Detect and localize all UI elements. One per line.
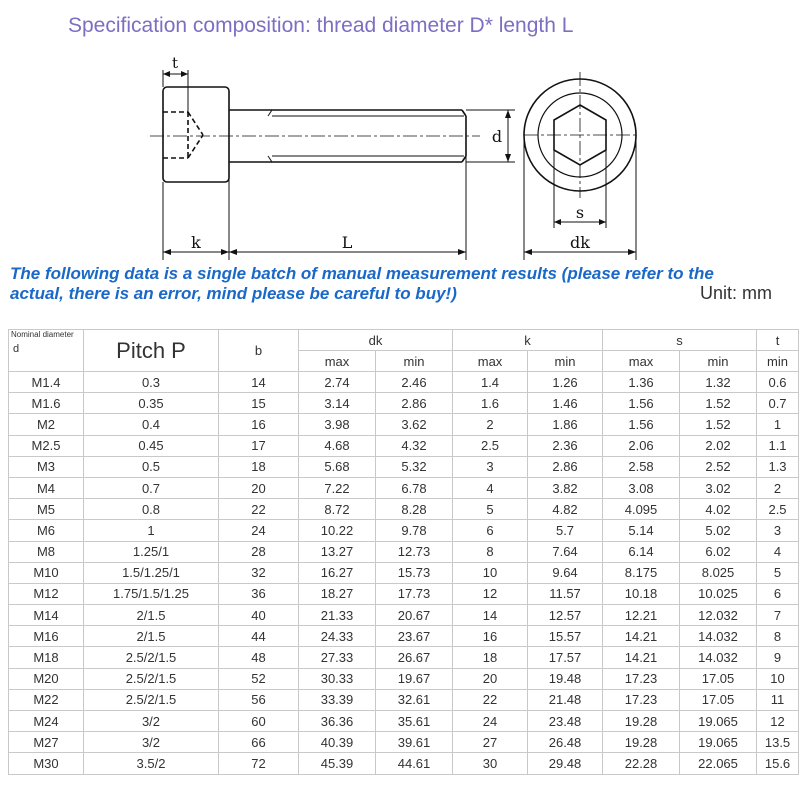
cell-b: 32 bbox=[219, 562, 299, 583]
cell-b: 36 bbox=[219, 583, 299, 604]
cell-t-min: 1.3 bbox=[757, 456, 799, 477]
cell-dk-max: 3.98 bbox=[299, 414, 376, 435]
cell-s-min: 8.025 bbox=[680, 562, 757, 583]
cell-t-min: 7 bbox=[757, 605, 799, 626]
table-row bbox=[9, 456, 799, 477]
cell-d: M16 bbox=[9, 626, 84, 647]
cell-b: 24 bbox=[219, 520, 299, 541]
cell-pitch: 3/2 bbox=[84, 711, 219, 732]
label-s: s bbox=[575, 203, 585, 222]
cell-b: 22 bbox=[219, 499, 299, 520]
cell-b: 60 bbox=[219, 711, 299, 732]
cell-k-max: 2 bbox=[453, 414, 528, 435]
cell-dk-min: 20.67 bbox=[376, 605, 453, 626]
cell-pitch: 0.45 bbox=[84, 435, 219, 456]
cell-d: M3 bbox=[9, 456, 84, 477]
cell-b: 16 bbox=[219, 414, 299, 435]
header-nominal-diameter bbox=[9, 330, 84, 372]
cell-dk-min: 9.78 bbox=[376, 520, 453, 541]
header-nominal-small: Nominal diameter bbox=[11, 330, 74, 339]
cell-b: 18 bbox=[219, 456, 299, 477]
cell-pitch: 0.5 bbox=[84, 456, 219, 477]
cell-k-min: 11.57 bbox=[528, 583, 603, 604]
spec-table-container bbox=[8, 329, 798, 775]
cell-s-max: 1.36 bbox=[603, 372, 680, 393]
cell-pitch: 2.5/2/1.5 bbox=[84, 647, 219, 668]
header-b: b bbox=[219, 330, 299, 372]
cell-pitch: 1.25/1 bbox=[84, 541, 219, 562]
cell-s-min: 12.032 bbox=[680, 605, 757, 626]
header-s-max: max bbox=[603, 351, 680, 372]
cell-pitch: 0.3 bbox=[84, 372, 219, 393]
header-k: k bbox=[453, 330, 603, 351]
header-s-min: min bbox=[680, 351, 757, 372]
cell-dk-min: 15.73 bbox=[376, 562, 453, 583]
page-title: Specification composition: thread diameter D* length L bbox=[68, 14, 574, 37]
table-row bbox=[9, 626, 799, 647]
cell-d: M1.4 bbox=[9, 372, 84, 393]
table-row bbox=[9, 541, 799, 562]
cell-dk-min: 35.61 bbox=[376, 711, 453, 732]
cell-s-min: 1.52 bbox=[680, 393, 757, 414]
cell-pitch: 0.4 bbox=[84, 414, 219, 435]
cell-dk-max: 18.27 bbox=[299, 583, 376, 604]
cell-pitch: 2/1.5 bbox=[84, 605, 219, 626]
cell-dk-min: 12.73 bbox=[376, 541, 453, 562]
cell-k-min: 1.26 bbox=[528, 372, 603, 393]
table-row bbox=[9, 647, 799, 668]
cell-d: M22 bbox=[9, 689, 84, 710]
cell-b: 44 bbox=[219, 626, 299, 647]
table-row bbox=[9, 393, 799, 414]
cell-d: M27 bbox=[9, 732, 84, 753]
cell-d: M18 bbox=[9, 647, 84, 668]
cell-k-min: 5.7 bbox=[528, 520, 603, 541]
cell-d: M12 bbox=[9, 583, 84, 604]
table-row bbox=[9, 520, 799, 541]
header-k-min: min bbox=[528, 351, 603, 372]
cell-dk-max: 21.33 bbox=[299, 605, 376, 626]
cell-k-min: 29.48 bbox=[528, 753, 603, 774]
cell-k-max: 1.4 bbox=[453, 372, 528, 393]
cell-t-min: 13.5 bbox=[757, 732, 799, 753]
table-row bbox=[9, 499, 799, 520]
cell-pitch: 0.7 bbox=[84, 477, 219, 498]
cell-dk-max: 5.68 bbox=[299, 456, 376, 477]
cell-pitch: 2/1.5 bbox=[84, 626, 219, 647]
cell-k-min: 2.86 bbox=[528, 456, 603, 477]
cell-dk-min: 6.78 bbox=[376, 477, 453, 498]
header-dk: dk bbox=[299, 330, 453, 351]
header-dk-max: max bbox=[299, 351, 376, 372]
cell-t-min: 0.6 bbox=[757, 372, 799, 393]
cell-dk-max: 16.27 bbox=[299, 562, 376, 583]
cell-b: 28 bbox=[219, 541, 299, 562]
cell-k-min: 12.57 bbox=[528, 605, 603, 626]
cell-pitch: 2.5/2/1.5 bbox=[84, 689, 219, 710]
cell-dk-max: 10.22 bbox=[299, 520, 376, 541]
cell-s-min: 19.065 bbox=[680, 711, 757, 732]
cell-pitch: 3.5/2 bbox=[84, 753, 219, 774]
cell-s-max: 19.28 bbox=[603, 732, 680, 753]
cell-k-max: 24 bbox=[453, 711, 528, 732]
cell-s-max: 1.56 bbox=[603, 393, 680, 414]
dimension-lines bbox=[163, 70, 515, 260]
cell-dk-max: 3.14 bbox=[299, 393, 376, 414]
cell-s-min: 19.065 bbox=[680, 732, 757, 753]
cell-pitch: 1.75/1.5/1.25 bbox=[84, 583, 219, 604]
cell-dk-min: 32.61 bbox=[376, 689, 453, 710]
cell-k-max: 22 bbox=[453, 689, 528, 710]
header-nominal-d: d bbox=[13, 343, 20, 355]
cell-s-min: 17.05 bbox=[680, 668, 757, 689]
cell-k-min: 19.48 bbox=[528, 668, 603, 689]
cell-k-max: 20 bbox=[453, 668, 528, 689]
screw-end-view bbox=[524, 72, 636, 198]
cell-k-min: 15.57 bbox=[528, 626, 603, 647]
cell-pitch: 1 bbox=[84, 520, 219, 541]
cell-b: 40 bbox=[219, 605, 299, 626]
cell-dk-max: 45.39 bbox=[299, 753, 376, 774]
table-row bbox=[9, 689, 799, 710]
cell-s-max: 4.095 bbox=[603, 499, 680, 520]
cell-s-max: 10.18 bbox=[603, 583, 680, 604]
cell-k-min: 23.48 bbox=[528, 711, 603, 732]
cell-s-min: 6.02 bbox=[680, 541, 757, 562]
cell-dk-min: 23.67 bbox=[376, 626, 453, 647]
cell-s-min: 1.52 bbox=[680, 414, 757, 435]
cell-b: 48 bbox=[219, 647, 299, 668]
cell-t-min: 2.5 bbox=[757, 499, 799, 520]
cell-s-max: 1.56 bbox=[603, 414, 680, 435]
cell-t-min: 1.1 bbox=[757, 435, 799, 456]
cell-b: 52 bbox=[219, 668, 299, 689]
cell-b: 56 bbox=[219, 689, 299, 710]
table-body bbox=[9, 372, 799, 775]
table-row bbox=[9, 668, 799, 689]
cell-k-min: 21.48 bbox=[528, 689, 603, 710]
label-d: d bbox=[491, 127, 503, 146]
cell-dk-min: 3.62 bbox=[376, 414, 453, 435]
cell-t-min: 15.6 bbox=[757, 753, 799, 774]
cell-s-min: 1.32 bbox=[680, 372, 757, 393]
cell-dk-min: 17.73 bbox=[376, 583, 453, 604]
table-row bbox=[9, 605, 799, 626]
cell-k-min: 1.86 bbox=[528, 414, 603, 435]
cell-dk-max: 40.39 bbox=[299, 732, 376, 753]
dimension-arrows bbox=[163, 71, 511, 255]
cell-dk-min: 19.67 bbox=[376, 668, 453, 689]
cell-t-min: 2 bbox=[757, 477, 799, 498]
cell-s-max: 5.14 bbox=[603, 520, 680, 541]
cell-dk-max: 33.39 bbox=[299, 689, 376, 710]
cell-dk-min: 26.67 bbox=[376, 647, 453, 668]
cell-d: M1.6 bbox=[9, 393, 84, 414]
table-row bbox=[9, 435, 799, 456]
cell-t-min: 5 bbox=[757, 562, 799, 583]
cell-dk-min: 4.32 bbox=[376, 435, 453, 456]
cell-s-min: 14.032 bbox=[680, 647, 757, 668]
cell-k-max: 8 bbox=[453, 541, 528, 562]
cell-t-min: 3 bbox=[757, 520, 799, 541]
cell-dk-max: 4.68 bbox=[299, 435, 376, 456]
cell-k-max: 18 bbox=[453, 647, 528, 668]
cell-b: 72 bbox=[219, 753, 299, 774]
cell-t-min: 4 bbox=[757, 541, 799, 562]
cell-k-min: 9.64 bbox=[528, 562, 603, 583]
cell-s-max: 3.08 bbox=[603, 477, 680, 498]
cell-t-min: 0.7 bbox=[757, 393, 799, 414]
table-header bbox=[9, 330, 799, 372]
cell-s-min: 2.52 bbox=[680, 456, 757, 477]
cell-dk-max: 2.74 bbox=[299, 372, 376, 393]
cell-d: M30 bbox=[9, 753, 84, 774]
cell-dk-min: 2.86 bbox=[376, 393, 453, 414]
cell-d: M8 bbox=[9, 541, 84, 562]
cell-s-max: 14.21 bbox=[603, 647, 680, 668]
spec-table bbox=[8, 329, 799, 775]
cell-d: M2 bbox=[9, 414, 84, 435]
cell-dk-min: 39.61 bbox=[376, 732, 453, 753]
cell-b: 66 bbox=[219, 732, 299, 753]
header-t-min: min bbox=[757, 351, 799, 372]
cell-k-max: 10 bbox=[453, 562, 528, 583]
cell-pitch: 0.8 bbox=[84, 499, 219, 520]
table-row bbox=[9, 414, 799, 435]
cell-s-min: 14.032 bbox=[680, 626, 757, 647]
cell-k-max: 6 bbox=[453, 520, 528, 541]
cell-d: M20 bbox=[9, 668, 84, 689]
header-t: t bbox=[757, 330, 799, 351]
table-row bbox=[9, 753, 799, 774]
header-s: s bbox=[603, 330, 757, 351]
cell-k-min: 4.82 bbox=[528, 499, 603, 520]
cell-s-max: 2.58 bbox=[603, 456, 680, 477]
cell-s-min: 2.02 bbox=[680, 435, 757, 456]
cell-dk-min: 2.46 bbox=[376, 372, 453, 393]
table-row bbox=[9, 711, 799, 732]
cell-s-max: 2.06 bbox=[603, 435, 680, 456]
cell-k-min: 17.57 bbox=[528, 647, 603, 668]
cell-k-min: 26.48 bbox=[528, 732, 603, 753]
cell-t-min: 8 bbox=[757, 626, 799, 647]
table-row bbox=[9, 477, 799, 498]
cell-s-min: 3.02 bbox=[680, 477, 757, 498]
header-dk-min: min bbox=[376, 351, 453, 372]
header-pitch: Pitch P bbox=[84, 330, 219, 372]
cell-pitch: 3/2 bbox=[84, 732, 219, 753]
cell-b: 14 bbox=[219, 372, 299, 393]
cell-s-max: 12.21 bbox=[603, 605, 680, 626]
unit-label: Unit: mm bbox=[700, 283, 772, 303]
cell-s-min: 4.02 bbox=[680, 499, 757, 520]
table-row bbox=[9, 562, 799, 583]
cell-dk-min: 44.61 bbox=[376, 753, 453, 774]
label-dk: dk bbox=[570, 233, 590, 252]
cell-k-max: 14 bbox=[453, 605, 528, 626]
cell-pitch: 1.5/1.25/1 bbox=[84, 562, 219, 583]
cell-s-min: 10.025 bbox=[680, 583, 757, 604]
cell-pitch: 2.5/2/1.5 bbox=[84, 668, 219, 689]
cell-k-max: 16 bbox=[453, 626, 528, 647]
screw-technical-drawing bbox=[0, 50, 800, 265]
cell-dk-max: 24.33 bbox=[299, 626, 376, 647]
cell-k-max: 30 bbox=[453, 753, 528, 774]
cell-t-min: 10 bbox=[757, 668, 799, 689]
cell-s-max: 14.21 bbox=[603, 626, 680, 647]
header-k-max: max bbox=[453, 351, 528, 372]
cell-d: M5 bbox=[9, 499, 84, 520]
cell-k-max: 4 bbox=[453, 477, 528, 498]
table-row bbox=[9, 372, 799, 393]
cell-dk-max: 13.27 bbox=[299, 541, 376, 562]
cell-d: M2.5 bbox=[9, 435, 84, 456]
cell-dk-max: 30.33 bbox=[299, 668, 376, 689]
cell-k-min: 3.82 bbox=[528, 477, 603, 498]
cell-s-min: 22.065 bbox=[680, 753, 757, 774]
cell-k-max: 3 bbox=[453, 456, 528, 477]
cell-b: 20 bbox=[219, 477, 299, 498]
measurement-note: The following data is a single batch of manual measurement results (please refer to the actual, there is an error, mind please be careful to buy!) bbox=[10, 264, 714, 303]
cell-k-min: 2.36 bbox=[528, 435, 603, 456]
cell-dk-max: 36.36 bbox=[299, 711, 376, 732]
cell-k-max: 27 bbox=[453, 732, 528, 753]
cell-s-min: 17.05 bbox=[680, 689, 757, 710]
cell-b: 15 bbox=[219, 393, 299, 414]
cell-s-max: 19.28 bbox=[603, 711, 680, 732]
cell-k-max: 1.6 bbox=[453, 393, 528, 414]
label-k: k bbox=[191, 233, 201, 252]
table-row bbox=[9, 732, 799, 753]
cell-d: M14 bbox=[9, 605, 84, 626]
cell-t-min: 6 bbox=[757, 583, 799, 604]
cell-d: M24 bbox=[9, 711, 84, 732]
cell-k-min: 7.64 bbox=[528, 541, 603, 562]
cell-d: M10 bbox=[9, 562, 84, 583]
cell-pitch: 0.35 bbox=[84, 393, 219, 414]
cell-s-max: 6.14 bbox=[603, 541, 680, 562]
cell-dk-max: 8.72 bbox=[299, 499, 376, 520]
table-row bbox=[9, 583, 799, 604]
cell-s-max: 17.23 bbox=[603, 668, 680, 689]
screw-side-view bbox=[150, 87, 480, 182]
cell-d: M6 bbox=[9, 520, 84, 541]
cell-t-min: 11 bbox=[757, 689, 799, 710]
cell-dk-max: 27.33 bbox=[299, 647, 376, 668]
cell-d: M4 bbox=[9, 477, 84, 498]
cell-dk-min: 8.28 bbox=[376, 499, 453, 520]
cell-s-max: 8.175 bbox=[603, 562, 680, 583]
cell-k-max: 5 bbox=[453, 499, 528, 520]
cell-t-min: 12 bbox=[757, 711, 799, 732]
cell-s-max: 17.23 bbox=[603, 689, 680, 710]
cell-k-max: 12 bbox=[453, 583, 528, 604]
cell-dk-min: 5.32 bbox=[376, 456, 453, 477]
label-L: L bbox=[341, 233, 353, 252]
cell-k-max: 2.5 bbox=[453, 435, 528, 456]
label-t: t bbox=[171, 54, 179, 72]
cell-s-min: 5.02 bbox=[680, 520, 757, 541]
cell-s-max: 22.28 bbox=[603, 753, 680, 774]
cell-t-min: 1 bbox=[757, 414, 799, 435]
cell-dk-max: 7.22 bbox=[299, 477, 376, 498]
cell-b: 17 bbox=[219, 435, 299, 456]
cell-k-min: 1.46 bbox=[528, 393, 603, 414]
cell-t-min: 9 bbox=[757, 647, 799, 668]
